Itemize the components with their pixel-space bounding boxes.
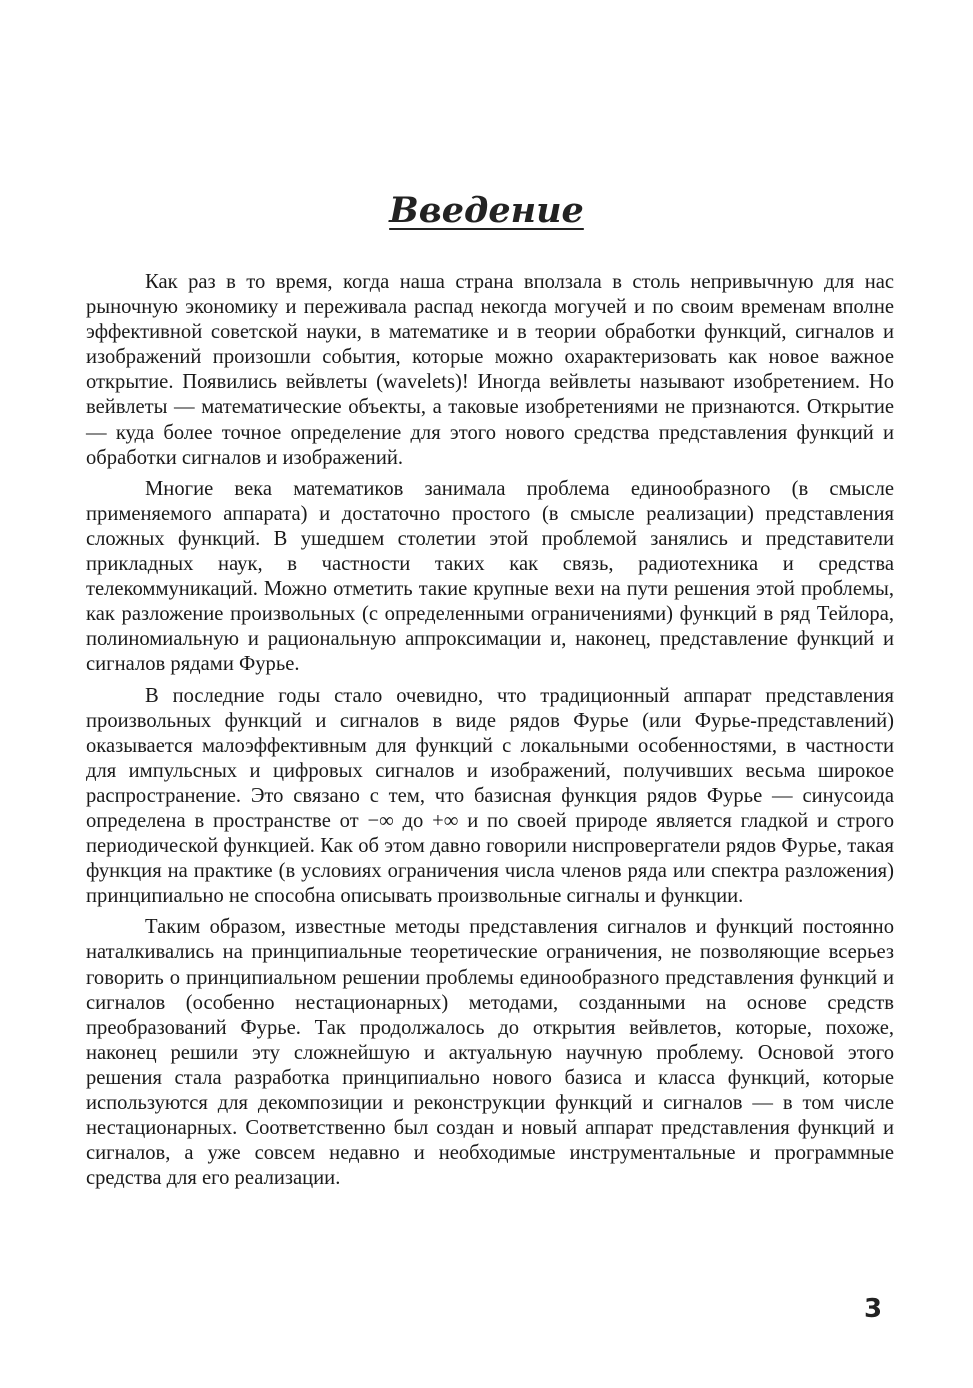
- chapter-body: [86, 270, 894, 1197]
- chapter-title: Введение: [389, 190, 584, 231]
- page-number: 3: [864, 1294, 883, 1324]
- paragraph-3: В последние годы стало очевидно, что традиционный аппарат представления произвольных функций и сигналов в виде рядов Фурье (или Фурье-представлений) оказывается малоэффективным для функций с локальными особенностями, в частности для импульсных и цифровых сигналов и изображений, получивших весьма широкое распространение. Это связано с тем, что базисная функция рядов Фурье — синусоида определена в пространстве от −∞ до +∞ и по своей природе является гладкой и строго периодической функцией. Как об этом давно говорили ниспровергатели рядов Фурье, такая функция на практике (в условиях ограничения числа членов ряда или спектра разложения) принципиально не способна описывать произвольные сигналы и функции.: [86, 684, 894, 908]
- paragraph-1: Как раз в то время, когда наша страна вползала в столь непривычную для нас рыночную экономику и переживала распад некогда могучей и по своим временам вполне эффективной советской науки, в математике и в теории обработки функций, сигналов и изображений произошли события, которые можно охарактеризовать как новое важное открытие. Появились вейвлеты (wavelets)! Иногда вейвлеты называют изобретением. Но вейвлеты — математические объекты, а таковые изобретениями не признаются. Открытие — куда более точное определение для этого нового средства представления функций и обработки сигналов и изображений.: [86, 271, 894, 469]
- paragraph-4: Таким образом, известные методы представления сигналов и функций постоянно наталкивались на принципиальные теоретические ограничения, не позволяющие всерьез говорить о принципиальном решении проблемы единообразного представления функций и сигналов (особенно нестационарных) методами, созданными на основе средств преобразований Фурье. Так продолжалось до открытия вейвлетов, которые, похоже, наконец решили эту сложнейшую и актуальную научную проблему. Основой этого решения стала разработка принципиально нового базиса и класса функций, которые используются для декомпозиции и реконструкции функций и сигналов — в том числе нестационарных. Соответственно был создан и новый аппарат представления функций и сигналов, а уже совсем недавно и необходимые инструментальные и программные средства для его реализации.: [86, 916, 894, 1190]
- paragraph-2: Многие века математиков занимала проблема единообразного (в смысле применяемого аппарата) и достаточно простого (в смысле реализации) представления сложных функций. В ушедшем столетии этой проблемой занялись и представители прикладных наук, в частности таких как связь, радиотехника и средства телекоммуникаций. Можно отметить такие крупные вехи на пути решения этой проблемы, как разложение произвольных (с определенными ограничениями) функций в ряд Тейлора, полиномиальную и рациональную аппроксимации и, наконец, представление функций и сигналов рядами Фурье.: [86, 477, 894, 676]
